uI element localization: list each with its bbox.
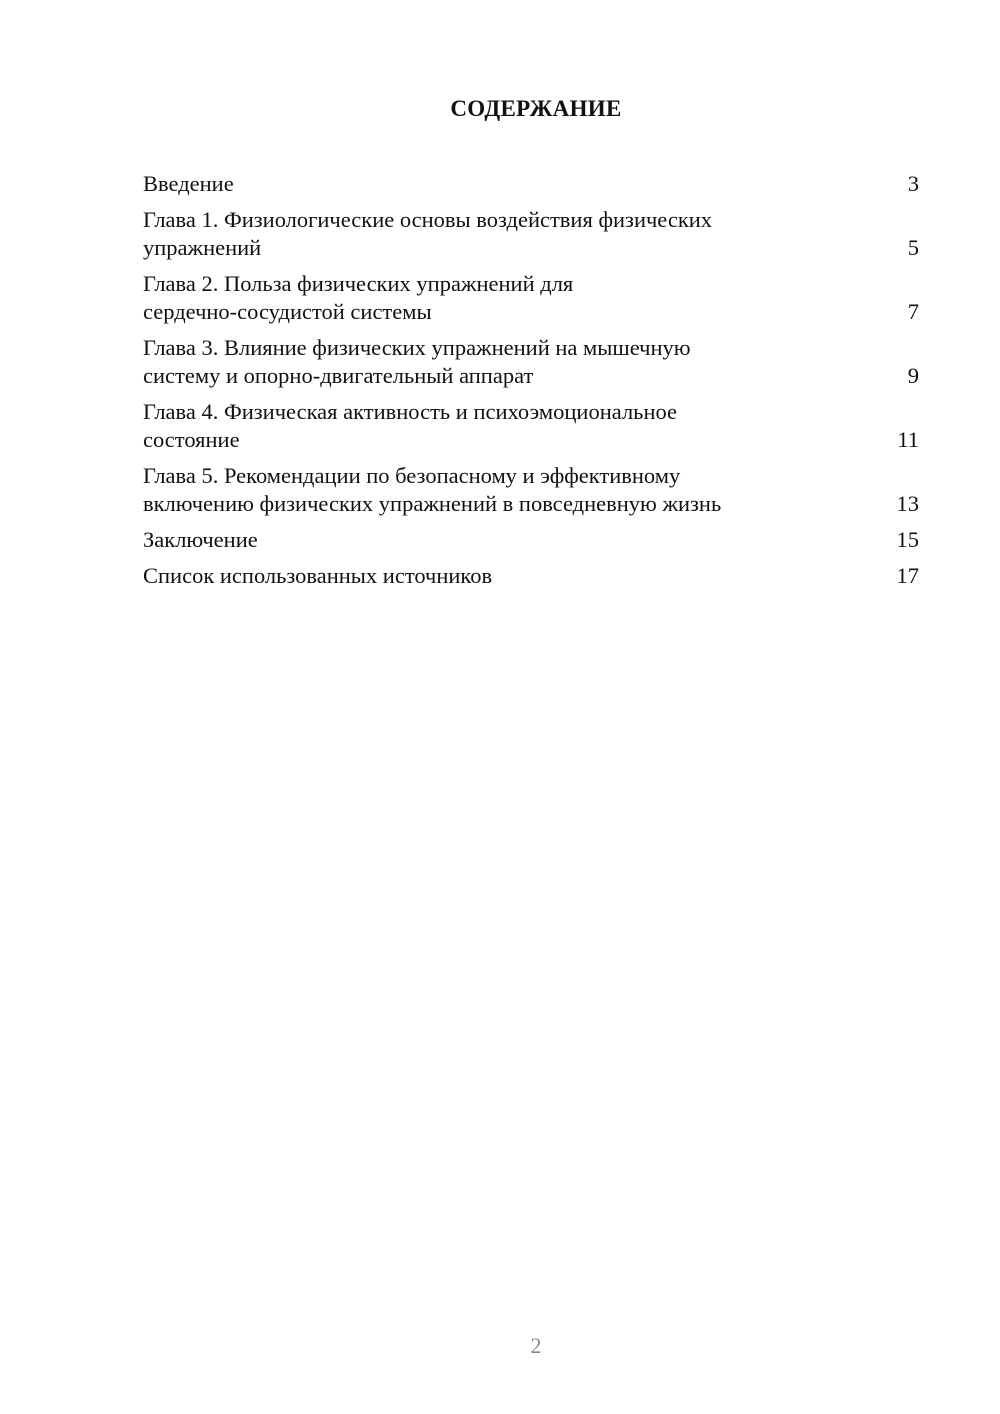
toc-entry-page: 15 [896,527,919,552]
toc-title: СОДЕРЖАНИЕ [450,96,622,121]
toc-entry-text: Глава 3. Влияние физических упражнений на мышечную систему и опорно-двигательный аппарат [143,335,691,388]
toc-entry-references[interactable] [143,562,919,590]
toc-entry-page: 13 [896,491,919,516]
toc-entry-chapter-3[interactable] [143,334,919,390]
toc-entry-chapter-5[interactable] [143,462,919,518]
toc-entry-text: Глава 4. Физическая активность и психоэмоциональное состояние [143,399,677,452]
table-of-contents [143,170,919,598]
toc-entry-text: Заключение [143,527,258,552]
toc-entry-page: 5 [907,235,919,260]
toc-entry-page: 7 [907,299,919,324]
toc-entry-text: Глава 5. Рекомендации по безопасному и эффективному включению физических упражнений в повседневную жизнь [143,463,722,516]
toc-entry-text: Глава 2. Польза физических упражнений для сердечно-сосудистой системы [143,271,574,324]
toc-entry-chapter-1[interactable] [143,206,919,262]
page-number: 2 [530,1333,542,1358]
toc-entry-conclusion[interactable] [143,526,919,554]
toc-entry-page: 3 [907,171,919,196]
toc-entry-chapter-2[interactable] [143,270,919,326]
toc-entry-text: Введение [143,171,234,196]
toc-entry-introduction[interactable] [143,170,919,198]
toc-entry-page: 9 [907,363,919,388]
toc-entry-text: Глава 1. Физиологические основы воздействия физических упражнений [143,207,713,260]
toc-entry-text: Список использованных источников [143,563,493,588]
toc-entry-page: 11 [897,427,919,452]
toc-entry-chapter-4[interactable] [143,398,919,454]
toc-entry-page: 17 [896,563,919,588]
